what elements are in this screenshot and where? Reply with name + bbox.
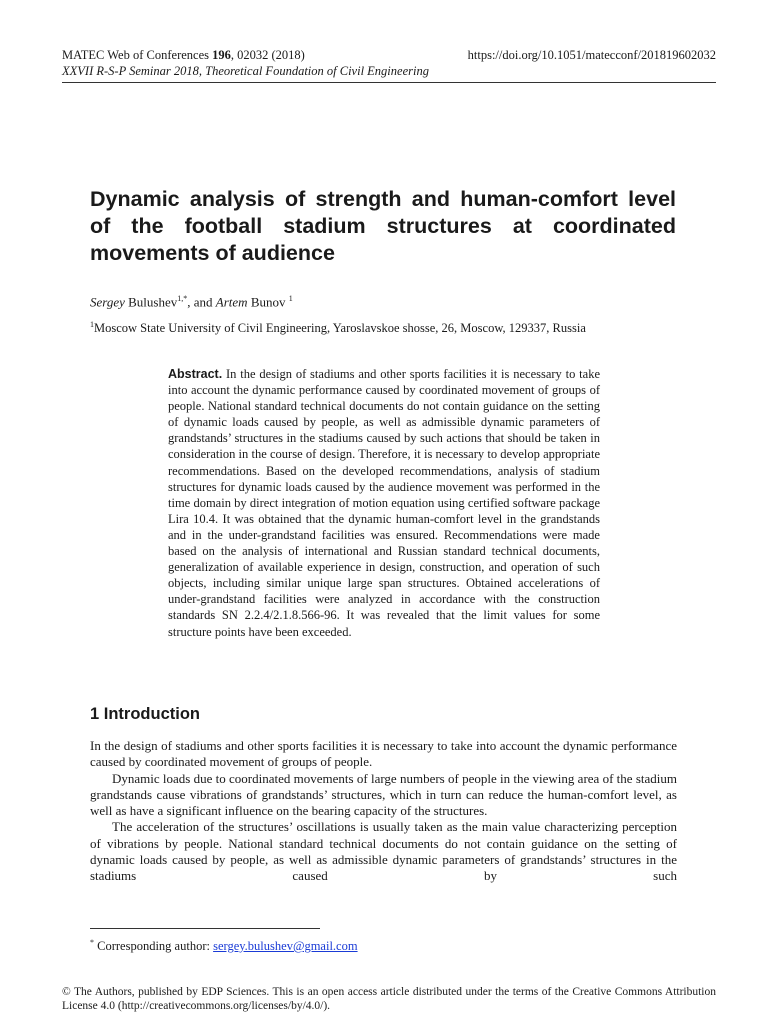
section-body [90, 738, 677, 885]
abstract-label: Abstract. [168, 367, 223, 381]
header-divider [62, 82, 716, 83]
footnote-divider [90, 928, 320, 929]
author-2-last-name: Bunov [247, 294, 286, 310]
journal-volume: 196 [212, 48, 231, 62]
license-notice: © The Authors, published by EDP Sciences. This is an open access article distributed under the terms of the Creative Commons Attribution License 4.0 (http://creativecommons.org/licenses/by/4.0/). [62, 986, 716, 1012]
affiliation [90, 317, 586, 336]
paragraph-1: In the design of stadiums and other sports facilities it is necessary to take into account the dynamic performance caused by coordinated movement of groups of people. [90, 738, 677, 770]
author-2-affiliation-mark: 1 [288, 294, 293, 303]
abstract-text: In the design of stadiums and other sports facilities it is necessary to take into account the dynamic performance caused by coordinated movement of groups of people. National standard technical documents do not contain guidance on the setting of dynamic loads caused by people, as well as admissible dynamic parameters of grandstands’ structures in the stadiums caused by such actions that should be taken in consideration in the course of design. Therefore, it is necessary to develop appropriate recommendations. Based on the developed recommendations, analysis of stadium structures for dynamic loads caused by the audience movement was performed in the time domain by direct integration of motion equation using certified software package Lira 10.4. It was obtained that the dynamic human-comfort level in the grandstands and in the under-grandstand facilities was ensured. Recommendations were made based on the analysis of international and Russian standard technical documents, generalization of available experience in design, construction, and operation of such objects, including similar unique large span structures. Obtained accelerations of under-grandstand facilities were analyzed in accordance with the construction standards SN 2.2.4/2.1.8.566-96. It was revealed that the limit values for some structure points have been exceeded. [168, 367, 600, 639]
author-1-affiliation-mark: 1,* [177, 294, 188, 303]
doi-link[interactable]: https://doi.org/10.1051/matecconf/201819602032 [467, 48, 716, 62]
paragraph-2: Dynamic loads due to coordinated movements of large numbers of people in the viewing area of the stadium grandstands cause vibrations of grandstands’ structures, which in turn can reduce the human-comfort level, as well as have a significant influence on the bearing capacity of the structures. [90, 770, 677, 819]
author-1-last-name: Bulushev [124, 294, 178, 310]
affiliation-mark: 1 [90, 320, 94, 329]
header-row [62, 47, 716, 63]
affiliation-text: Moscow State University of Civil Engineering, Yaroslavskoe shosse, 26, Moscow, 129337, Russia [94, 321, 586, 336]
running-header [62, 47, 716, 79]
seminar-line: XXVII R-S-P Seminar 2018, Theoretical Foundation of Civil Engineering [62, 64, 429, 78]
footnote-marker: * [90, 938, 94, 947]
journal-suffix: , 02032 (2018) [230, 48, 305, 62]
author-2-first-name: Artem [215, 294, 248, 310]
footnote [90, 935, 358, 954]
section-heading: 1 Introduction [90, 705, 200, 723]
journal-prefix: MATEC Web of Conferences [62, 48, 213, 62]
author-1-first-name: Sergey [90, 294, 125, 310]
author-connector: , and [187, 294, 216, 310]
author-list [90, 291, 293, 310]
journal-citation [62, 47, 305, 63]
paper-title: Dynamic analysis of strength and human-comfort level of the football stadium structures at coordinated movements of audience [90, 187, 676, 265]
footnote-label: Corresponding author: [94, 939, 214, 954]
paragraph-3: The acceleration of the structures’ oscillations is usually taken as the main value characterizing perception of vibrations by people. National standard technical documents do not contain guidance on the setting of dynamic loads caused by people, as well as admissible dynamic parameters of grandstands’ structures in the stadiums caused by such [90, 819, 677, 884]
corresponding-email-link[interactable]: sergey.bulushev@gmail.com [213, 939, 358, 954]
abstract [168, 366, 600, 640]
